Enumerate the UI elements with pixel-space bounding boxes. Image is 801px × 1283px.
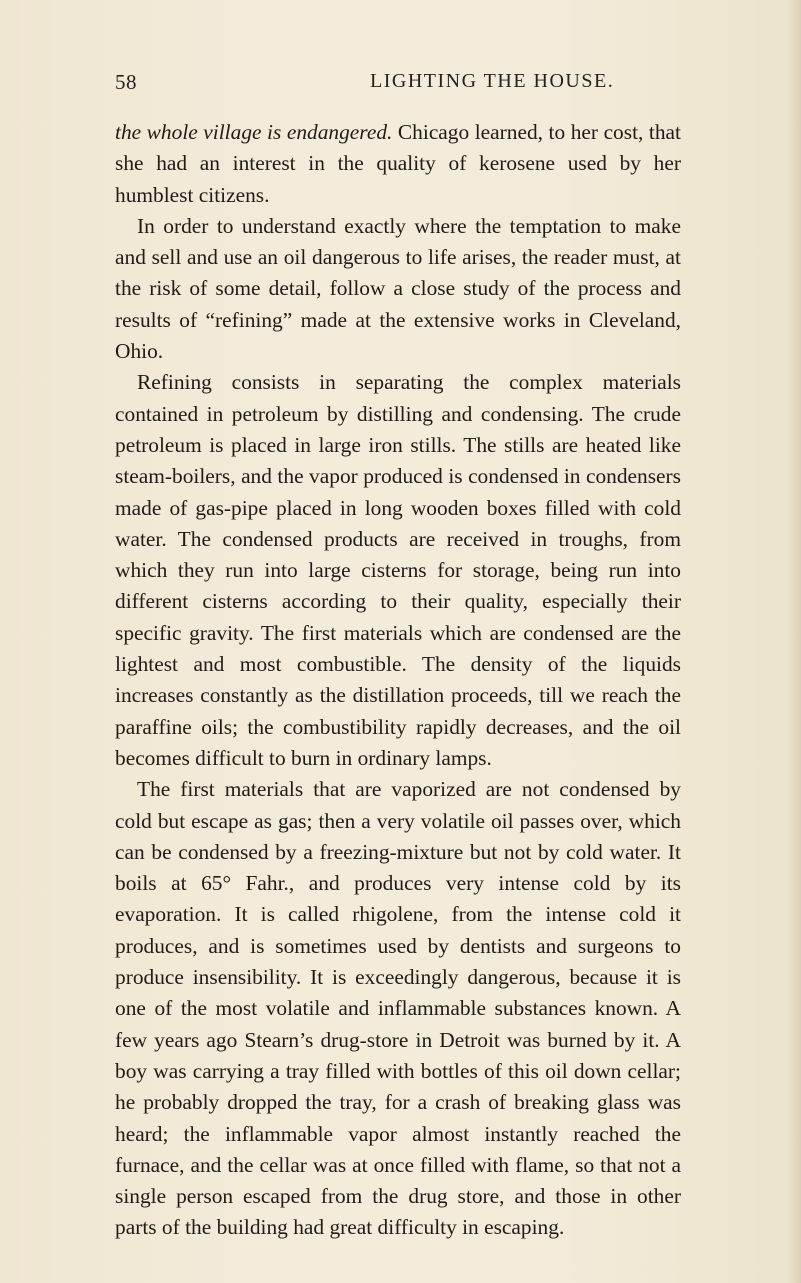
page-header (0, 70, 801, 100)
page-number: 58 (115, 70, 137, 94)
running-head: LIGHTING THE HOUSE. (370, 70, 615, 92)
body-text (115, 117, 681, 1244)
paragraph-3: Refining consists in separating the complex materials contained in petroleum by distilling and condensing. The crude petroleum is placed in large iron stills. The stills are heated like steam-boilers, and the vapor produced is condensed in condensers made of gas-pipe placed in long wooden boxes filled with cold water. The condensed products are received in troughs, from which they run into large cisterns for storage, being run into different cisterns according to their quality, especially their specific gravity. The first materials which are condensed are the lightest and most combustible. The density of the liquids increases constantly as the distillation proceeds, till we reach the paraffine oils; the combustibility rapidly decreases, and the oil becomes difficult to burn in ordinary lamps. (115, 370, 681, 770)
paragraph-4: The first materials that are vaporized are not condensed by cold but escape as gas; then a very volatile oil passes over, which can be condensed by a freezing-mixture but not by cold water. It boils at 65° Fahr., and produces very intense cold by its evaporation. It is called rhigolene, from the intense cold it produces, and is sometimes used by dentists and surgeons to produce insensibility. It is exceedingly dangerous, because it is one of the most volatile and inflammable substances known. A few years ago Stearn’s drug-store in Detroit was burned by it. A boy was carrying a tray filled with bottles of this oil down cellar; he probably dropped the tray, for a crash of breaking glass was heard; the inflammable vapor almost instantly reached the furnace, and the cellar was at once filled with flame, so that not a single person escaped from the drug store, and those in other parts of the building had great difficulty in escaping. (115, 777, 681, 1240)
page-edge-shadow (787, 0, 801, 1283)
paragraph-1 (115, 117, 681, 211)
paragraph-2: In order to understand exactly where the temptation to make and sell and use an oil dangerous to life arises, the reader must, at the risk of some detail, follow a close study of the process and results of “refining” made at the extensive works in Cleveland, Ohio. (115, 213, 681, 364)
paragraph-1-italic: the whole village is endangered. (115, 120, 393, 144)
paragraph-1-text: Chicago learned, to her cost, that she had an interest in the quality of kerosene used by her humblest citizens. (115, 120, 681, 207)
